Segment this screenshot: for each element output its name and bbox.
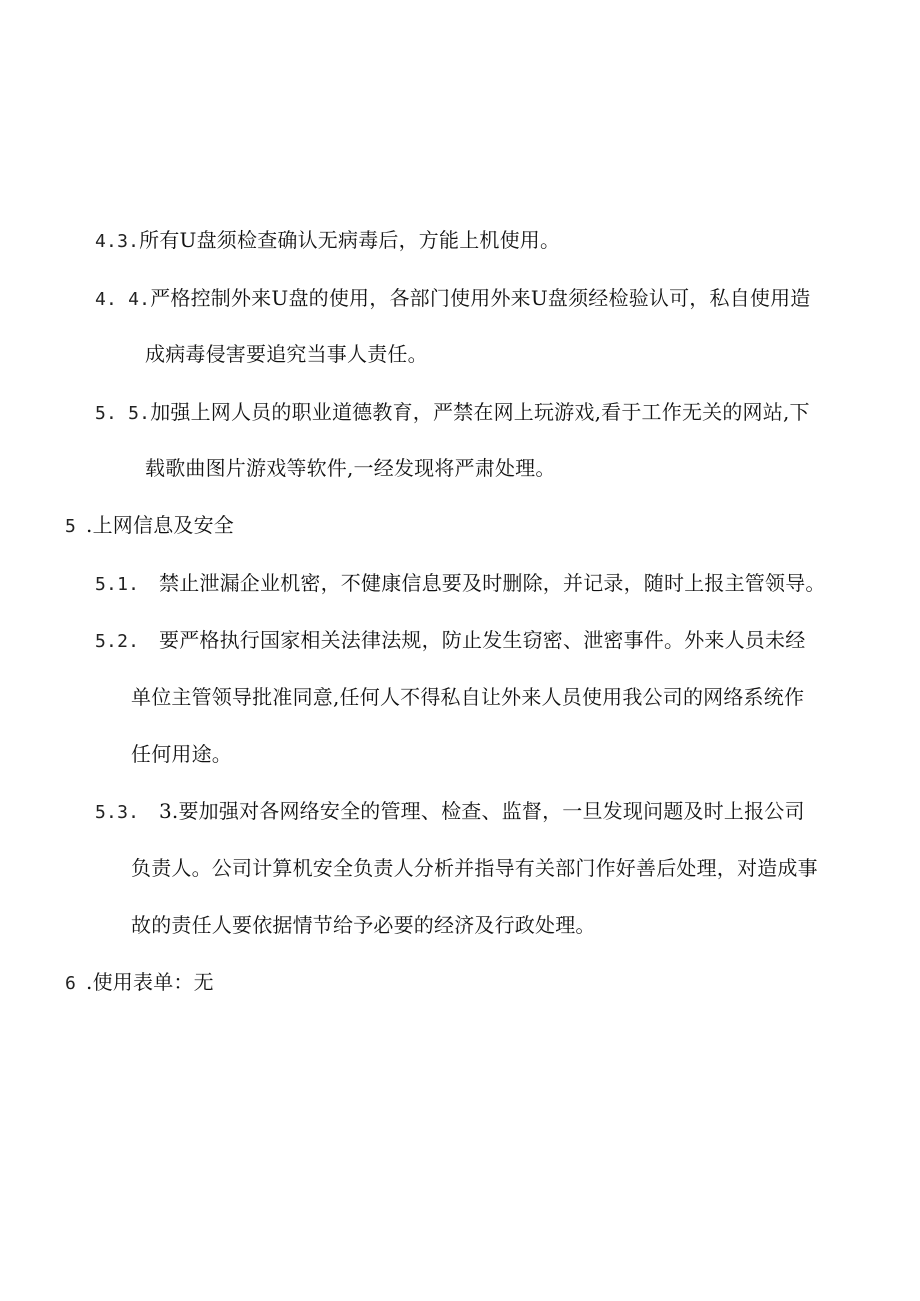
item-text: 任何用途。 bbox=[131, 742, 232, 766]
item-5-5-line1 bbox=[95, 400, 810, 426]
section-title: .上网信息及安全 bbox=[86, 513, 235, 537]
item-number: 5. 5. bbox=[95, 403, 151, 424]
item-5-2-line1 bbox=[95, 628, 805, 654]
item-number: 5.3. bbox=[95, 802, 140, 823]
item-text: 单位主管领导批准同意,任何人不得私自让外来人员使用我公司的网络系统作 bbox=[131, 685, 805, 709]
item-number: 4.3. bbox=[95, 231, 140, 252]
item-number: 4. 4. bbox=[95, 289, 151, 310]
item-text: 载歌曲图片游戏等软件,一经发现将严肃处理。 bbox=[145, 456, 556, 480]
item-5-2-line3 bbox=[131, 742, 232, 766]
item-text: 成病毒侵害要追究当事人责任。 bbox=[145, 342, 428, 366]
item-text: 3.要加强对各网络安全的管理、检查、监督，一旦发现问题及时上报公司 bbox=[159, 799, 805, 823]
item-4-4-line1 bbox=[95, 286, 811, 312]
item-number: 5.1. bbox=[95, 574, 140, 595]
item-text: 故的责任人要依据情节给予必要的经济及行政处理。 bbox=[131, 913, 596, 937]
section-title: .使用表单：无 bbox=[86, 970, 214, 994]
item-text: 禁止泄漏企业机密，不健康信息要及时删除，并记录，随时上报主管领导。 bbox=[159, 571, 826, 595]
item-number: 5.2. bbox=[95, 631, 140, 652]
item-5-1 bbox=[95, 571, 826, 597]
item-text: 严格控制外来U盘的使用，各部门使用外来U盘须经检验认可，私自使用造 bbox=[150, 286, 811, 310]
section-number: 5 bbox=[65, 516, 77, 537]
item-text: 要严格执行国家相关法律法规，防止发生窃密、泄密事件。外来人员未经 bbox=[159, 628, 806, 652]
item-5-3-line1 bbox=[95, 799, 805, 825]
item-4-3 bbox=[95, 228, 560, 254]
item-4-4-line2 bbox=[145, 342, 428, 366]
item-5-2-line2 bbox=[131, 685, 804, 709]
item-text: 负责人。公司计算机安全负责人分析并指导有关部门作好善后处理，对造成事 bbox=[131, 856, 818, 880]
item-5-3-line2 bbox=[131, 856, 818, 880]
section-5-heading bbox=[65, 513, 234, 539]
item-text: 加强上网人员的职业道德教育，严禁在网上玩游戏,看于工作无关的网站,下 bbox=[150, 400, 810, 424]
section-6-heading bbox=[65, 970, 214, 996]
section-number: 6 bbox=[65, 973, 77, 994]
item-text: 所有U盘须检查确认无病毒后，方能上机使用。 bbox=[139, 228, 561, 252]
item-5-3-line3 bbox=[131, 913, 596, 937]
item-5-5-line2 bbox=[145, 456, 556, 480]
